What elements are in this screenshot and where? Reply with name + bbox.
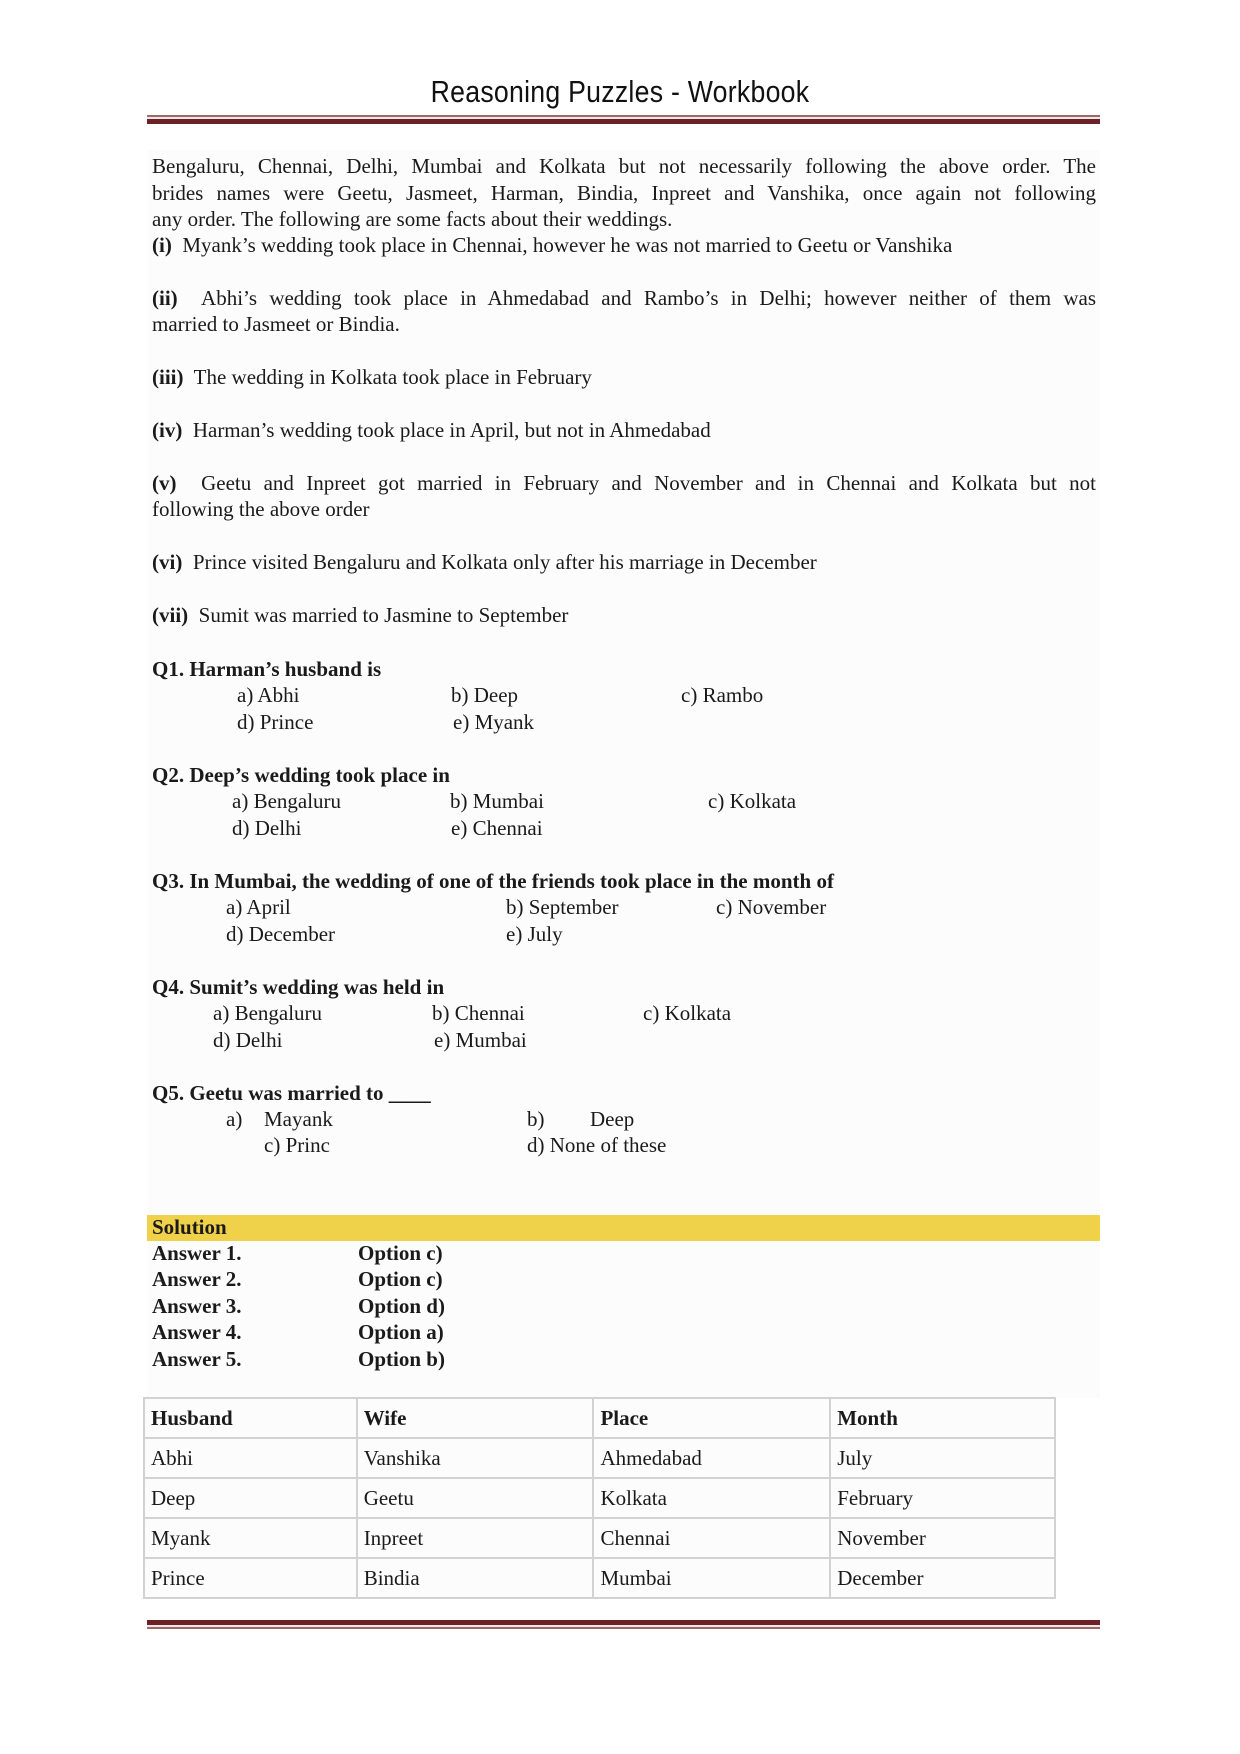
fact-text: Prince visited Bengaluru and Kolkata only after his marriage in December — [192, 550, 817, 574]
answer-5-value: Option b) — [358, 1347, 445, 1371]
cell-husband: Deep — [144, 1478, 357, 1518]
fact-5-continued: following the above order — [152, 497, 370, 521]
solution-title: Solution — [152, 1215, 227, 1239]
question-1: Q1. Harman’s husband is — [152, 657, 382, 681]
answer-5-label: Answer 5. — [152, 1347, 242, 1371]
q5-option-c: c) Princ — [264, 1133, 330, 1157]
fact-number: (vii) — [152, 603, 189, 627]
fact-number: (v) — [152, 471, 177, 495]
answer-4-value: Option a) — [358, 1320, 444, 1344]
q2-option-d: d) Delhi — [232, 816, 302, 840]
question-3: Q3. In Mumbai, the wedding of one of the friends took place in the month of — [152, 869, 834, 893]
fact-6 — [152, 549, 1096, 576]
fact-text: Harman’s wedding took place in April, but not in Ahmedabad — [192, 418, 711, 442]
fact-2-continued: married to Jasmeet or Bindia. — [152, 312, 400, 336]
q4-option-a: a) Bengaluru — [213, 1001, 323, 1025]
question-4: Q4. Sumit’s wedding was held in — [152, 975, 445, 999]
q1-option-c: c) Rambo — [681, 683, 764, 707]
q5-option-d: d) None of these — [527, 1133, 667, 1157]
cell-wife: Inpreet — [357, 1518, 594, 1558]
cell-place: Mumbai — [593, 1558, 830, 1598]
q3-option-d: d) December — [226, 922, 336, 946]
cell-place: Ahmedabad — [593, 1438, 830, 1478]
q1-option-a: a) Abhi — [237, 683, 300, 707]
q2-option-c: c) Kolkata — [708, 789, 797, 813]
cell-place: Kolkata — [593, 1478, 830, 1518]
fact-number: (vi) — [152, 550, 183, 574]
fact-3 — [152, 364, 1096, 391]
cell-husband: Abhi — [144, 1438, 357, 1478]
table-row — [144, 1558, 1055, 1598]
answer-2-value: Option c) — [358, 1267, 443, 1291]
page-title: Reasoning Puzzles - Workbook — [430, 74, 810, 109]
q4-option-c: c) Kolkata — [643, 1001, 732, 1025]
q3-option-c: c) November — [716, 895, 827, 919]
answer-4-label: Answer 4. — [152, 1320, 242, 1344]
q3-option-b: b) September — [506, 895, 619, 919]
column-header-husband: Husband — [144, 1398, 357, 1438]
q4-option-e: e) Mumbai — [434, 1028, 527, 1052]
column-header-month: Month — [830, 1398, 1055, 1438]
answer-1-value: Option c) — [358, 1241, 443, 1265]
fact-7 — [152, 602, 1096, 629]
q1-option-d: d) Prince — [237, 710, 314, 734]
cell-month: November — [830, 1518, 1055, 1558]
fact-4 — [152, 417, 1096, 444]
solution-table — [143, 1397, 1056, 1599]
cell-wife: Bindia — [357, 1558, 594, 1598]
q3-option-a: a) April — [226, 895, 291, 919]
q5-option-a: Mayank — [264, 1107, 333, 1131]
fact-2 — [152, 285, 1096, 312]
q1-option-b: b) Deep — [451, 683, 519, 707]
answer-3-label: Answer 3. — [152, 1294, 242, 1318]
cell-month: July — [830, 1438, 1055, 1478]
fact-text: Geetu and Inpreet got married in February and November and in Chennai and Kolkata but not — [201, 471, 1097, 495]
cell-place: Chennai — [593, 1518, 830, 1558]
q1-option-e: e) Myank — [453, 710, 535, 734]
cell-month: February — [830, 1478, 1055, 1518]
q5-option-a-marker: a) — [226, 1107, 243, 1131]
cell-wife: Vanshika — [357, 1438, 594, 1478]
fact-text: The wedding in Kolkata took place in February — [193, 365, 592, 389]
answer-2-label: Answer 2. — [152, 1267, 242, 1291]
cell-husband: Prince — [144, 1558, 357, 1598]
intro-line-2: brides names were Geetu, Jasmeet, Harman, Bindia, Inpreet and Vanshika, once again not following — [152, 181, 1096, 205]
column-header-wife: Wife — [357, 1398, 594, 1438]
intro-line-3: any order. The following are some facts about their weddings. — [152, 207, 673, 231]
question-5: Q5. Geetu was married to ____ — [152, 1081, 431, 1105]
cell-wife: Geetu — [357, 1478, 594, 1518]
fact-1 — [152, 232, 1096, 259]
fact-text: Abhi’s wedding took place in Ahmedabad and Rambo’s in Delhi; however neither of them was — [201, 286, 1096, 310]
q2-option-a: a) Bengaluru — [232, 789, 342, 813]
question-2: Q2. Deep’s wedding took place in — [152, 763, 450, 787]
q2-option-b: b) Mumbai — [450, 789, 544, 813]
q2-option-e: e) Chennai — [451, 816, 543, 840]
column-header-place: Place — [593, 1398, 830, 1438]
fact-number: (iii) — [152, 365, 184, 389]
intro-line-1: Bengaluru, Chennai, Delhi, Mumbai and Kolkata but not necessarily following the above order. The — [152, 154, 1096, 178]
answer-3-value: Option d) — [358, 1294, 445, 1318]
fact-number: (ii) — [152, 286, 178, 310]
q4-option-b: b) Chennai — [432, 1001, 525, 1025]
solution-header-bar — [147, 1215, 1100, 1241]
q3-option-e: e) July — [506, 922, 563, 946]
fact-5 — [152, 470, 1096, 497]
table-row — [144, 1478, 1055, 1518]
header-rule — [147, 115, 1100, 124]
fact-number: (iv) — [152, 418, 183, 442]
table-row — [144, 1438, 1055, 1478]
q5-option-b: Deep — [590, 1107, 635, 1131]
table-row — [144, 1518, 1055, 1558]
fact-text: Sumit was married to Jasmine to September — [198, 603, 569, 627]
answer-1-label: Answer 1. — [152, 1241, 242, 1265]
fact-text: Myank’s wedding took place in Chennai, however he was not married to Geetu or Vanshika — [182, 233, 953, 257]
table-header-row — [144, 1398, 1055, 1438]
q4-option-d: d) Delhi — [213, 1028, 283, 1052]
cell-husband: Myank — [144, 1518, 357, 1558]
footer-rule — [147, 1620, 1100, 1629]
fact-number: (i) — [152, 233, 172, 257]
cell-month: December — [830, 1558, 1055, 1598]
q5-option-b-marker: b) — [527, 1107, 545, 1131]
